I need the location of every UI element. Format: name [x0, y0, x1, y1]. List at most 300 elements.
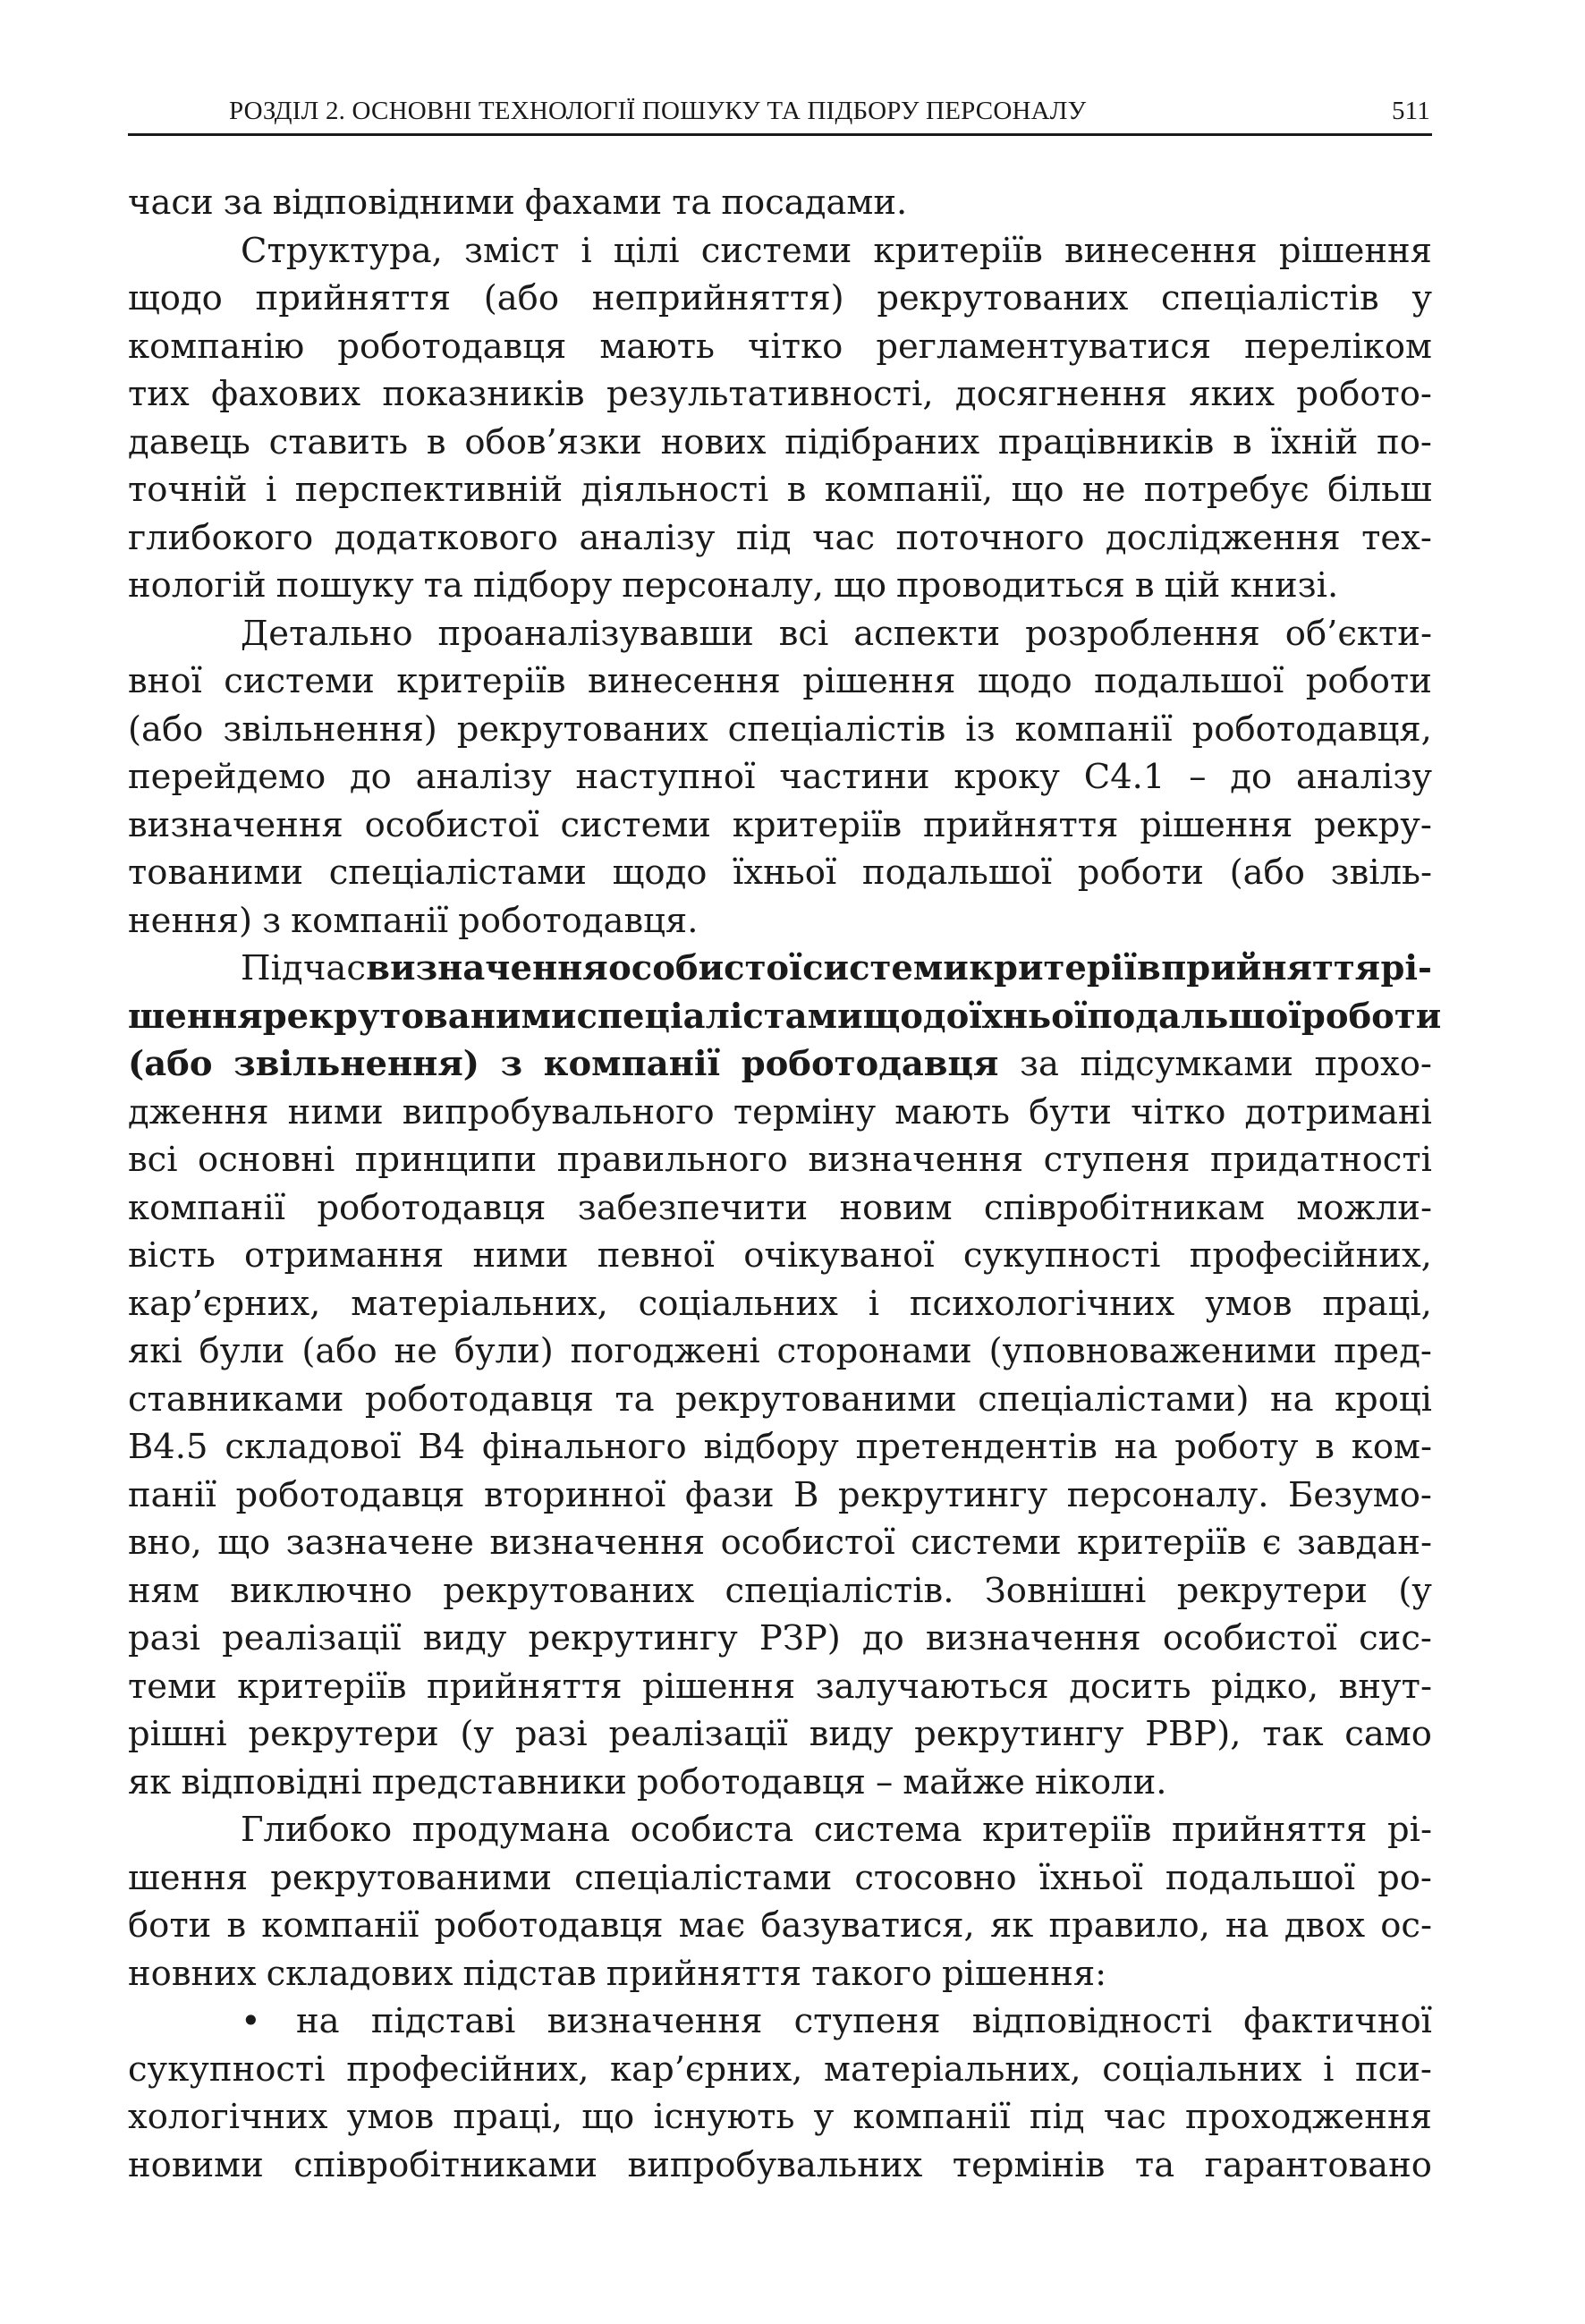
word: визначення	[547, 2001, 763, 2041]
word: бути	[1029, 1091, 1112, 1132]
word: рекрутованими	[675, 1378, 957, 1420]
word: компанії,	[824, 470, 994, 510]
word: посадами.	[721, 182, 908, 223]
word: по-	[1377, 421, 1432, 462]
text-line	[128, 227, 1432, 276]
word: рі-	[1380, 948, 1432, 988]
word: двох	[1284, 1905, 1366, 1946]
word: рідко,	[1211, 1666, 1319, 1707]
word: діяльності	[581, 470, 769, 510]
word: та	[423, 565, 463, 606]
word: роботодавця	[364, 1378, 594, 1420]
word: професійних,	[1189, 1235, 1432, 1276]
word: мають	[894, 1091, 1010, 1132]
text-line	[128, 706, 1432, 754]
word: подальшої	[1165, 1857, 1356, 1898]
word: визначення	[366, 948, 608, 988]
word: визначення	[808, 1140, 1024, 1180]
word: можли-	[1296, 1187, 1432, 1228]
word: підібраних	[784, 421, 980, 462]
word: які	[128, 1331, 182, 1371]
text-line	[128, 610, 1432, 658]
text-line	[128, 323, 1432, 371]
text-line	[128, 849, 1432, 897]
text-line	[128, 1232, 1432, 1280]
word: показників	[382, 374, 585, 414]
word: шення	[128, 1857, 249, 1898]
word: подальшої	[861, 852, 1053, 893]
text-line	[128, 514, 1432, 563]
word: в	[786, 470, 807, 510]
word: (або	[128, 1044, 213, 1084]
word: і	[265, 470, 277, 510]
word: панії	[128, 1474, 216, 1515]
word: претендентів	[855, 1427, 1098, 1467]
word: у	[1411, 278, 1432, 318]
word: само	[1344, 1714, 1432, 1754]
word: були)	[453, 1331, 554, 1371]
word: компанії	[261, 1905, 420, 1946]
word: в	[1134, 565, 1155, 606]
word: прийняття	[255, 278, 452, 318]
word: нових	[660, 421, 767, 462]
word: до	[349, 757, 392, 797]
word: під	[735, 517, 792, 558]
word: проаналізувавши	[437, 613, 754, 654]
bullet-text	[296, 1997, 1432, 2046]
word: за	[1020, 1044, 1059, 1084]
word: (або	[1229, 852, 1305, 893]
word: рекрутованими	[262, 996, 577, 1037]
word: новими	[128, 2144, 264, 2185]
word: –	[1189, 757, 1207, 797]
word: не	[1081, 470, 1126, 510]
word: визначення	[489, 1522, 706, 1563]
word: в	[1315, 1427, 1335, 1467]
word: додаткового	[334, 517, 558, 558]
text-line	[128, 945, 1432, 993]
word: роботу	[1174, 1427, 1299, 1467]
word: час	[812, 517, 876, 558]
word: базуватися,	[760, 1905, 975, 1946]
word: результативності,	[606, 374, 934, 414]
word: пси-	[1355, 2048, 1432, 2090]
word: матеріальних,	[824, 2048, 1081, 2090]
text-line	[128, 1854, 1432, 1903]
text-line	[128, 1280, 1432, 1328]
word: правило,	[1048, 1905, 1210, 1946]
word: системи	[802, 948, 969, 988]
word: рекрутованих	[877, 278, 1129, 318]
word: час	[1103, 2097, 1166, 2137]
word: складової	[225, 1427, 402, 1467]
word: РВР),	[1145, 1714, 1242, 1754]
text-line	[128, 1184, 1432, 1233]
word: співробітниками	[293, 2144, 598, 2185]
word: працівників	[997, 421, 1215, 462]
word: аналізу	[1296, 757, 1432, 797]
word: Зовнішні	[984, 1570, 1147, 1611]
word: системи	[700, 230, 852, 271]
word: їхній	[1270, 421, 1359, 462]
word: представники	[371, 1761, 627, 1802]
word: рішення	[802, 661, 956, 701]
word: забезпечити	[577, 1187, 809, 1228]
word: що	[217, 1522, 271, 1563]
word: відбору	[703, 1427, 839, 1467]
word: очікуваної	[743, 1235, 935, 1276]
word: (або	[301, 1331, 377, 1371]
word: їхньої	[1038, 1857, 1143, 1898]
word: звільнення)	[223, 708, 437, 750]
text-line	[128, 1136, 1432, 1184]
word: з	[500, 1044, 523, 1084]
word: ними	[472, 1235, 569, 1276]
word: точній	[128, 470, 248, 510]
word: визначення	[128, 804, 343, 845]
word: спеціалістів	[727, 708, 946, 750]
word: компанії	[128, 1187, 286, 1228]
word: пред-	[1334, 1331, 1432, 1371]
word: ос-	[1380, 1905, 1432, 1946]
word: та	[1134, 2144, 1175, 2185]
word: зазначене	[285, 1522, 474, 1563]
text-line	[128, 562, 1432, 610]
word: особистої	[720, 1522, 895, 1563]
word: проводиться	[896, 565, 1125, 606]
header-rule	[128, 133, 1432, 136]
word: випробувальних	[627, 2144, 923, 2185]
word: глибокого	[128, 517, 314, 558]
word: відповідності	[971, 2001, 1213, 2041]
text-line	[128, 1327, 1432, 1376]
word: ставниками	[128, 1378, 344, 1420]
word: в	[426, 421, 446, 462]
word: що	[581, 2097, 635, 2137]
word: наступної	[575, 757, 756, 797]
word: ро-	[1377, 1857, 1432, 1898]
text-line	[128, 1567, 1432, 1616]
word: майже	[903, 1761, 1025, 1802]
text-line	[128, 1902, 1432, 1950]
word: продумана	[411, 1810, 611, 1850]
text-line	[128, 2093, 1432, 2142]
word: цілі	[613, 230, 680, 271]
word: винесення	[588, 661, 781, 701]
word: Детально	[241, 613, 413, 654]
word: Структура,	[241, 230, 443, 271]
word: рекрутери	[248, 1714, 439, 1754]
word: дотримані	[1244, 1091, 1432, 1132]
word: (уповноваженими	[988, 1331, 1318, 1371]
word: особистої	[1162, 1618, 1337, 1658]
word: проходження	[1185, 2097, 1432, 2137]
word: так	[1262, 1714, 1324, 1754]
text-line	[128, 1089, 1432, 1137]
word: визначення	[925, 1618, 1141, 1658]
word: сторонами	[776, 1331, 972, 1371]
word: компанії	[1014, 708, 1173, 750]
word: існують	[653, 2097, 795, 2137]
word: щодо	[128, 278, 223, 318]
word: рекрутингу	[528, 1618, 738, 1658]
word: ком-	[1351, 1427, 1432, 1467]
word: (або	[483, 278, 560, 318]
text-line	[128, 897, 1432, 946]
word: основні	[198, 1140, 335, 1180]
word: тих	[128, 374, 190, 414]
word: роботи	[1077, 852, 1204, 893]
word: терміну	[733, 1091, 877, 1132]
word: рекрутованих	[443, 1570, 695, 1611]
text-line	[128, 1997, 1432, 2046]
word: (у	[1398, 1570, 1432, 1611]
word: тованими	[128, 852, 304, 893]
text-line	[128, 275, 1432, 323]
word: роботодавця	[741, 1044, 999, 1084]
word: критеріїв	[982, 1810, 1152, 1850]
word: перейдемо	[128, 757, 326, 797]
word: реалізації	[222, 1618, 402, 1658]
word: роботодавця	[337, 326, 567, 367]
word: ступеня	[793, 2001, 941, 2041]
word: залучаються	[815, 1666, 1049, 1707]
word: прийняття	[606, 1953, 802, 1994]
word: ступеня	[1043, 1140, 1191, 1180]
word: всі	[778, 613, 829, 654]
word: такого	[811, 1953, 933, 1994]
word: роботи	[1305, 661, 1432, 701]
word: фінального	[481, 1427, 687, 1467]
word: і	[1323, 2048, 1335, 2090]
text-line	[128, 1950, 1432, 1998]
word: рішення:	[942, 1953, 1107, 1994]
text-line	[128, 2142, 1432, 2190]
text-line	[128, 1519, 1432, 1567]
word: чітко	[1131, 1091, 1226, 1132]
word: зміст	[464, 230, 560, 271]
word: регламентуватися	[876, 326, 1212, 367]
word: особистої	[364, 804, 539, 845]
word: рішення	[641, 1666, 796, 1707]
word: як	[989, 1905, 1034, 1946]
word: підстав	[462, 1953, 597, 1994]
text-line	[128, 1710, 1432, 1759]
word: сукупності	[128, 2048, 326, 2090]
word: спеціалістів.	[725, 1570, 954, 1611]
word: під	[1029, 2097, 1085, 2137]
text-line	[128, 1663, 1432, 1711]
word: Під	[241, 948, 303, 988]
word: час	[302, 948, 366, 988]
word: звільнення)	[233, 1044, 479, 1084]
word: давець	[128, 421, 250, 462]
word: вість	[128, 1235, 216, 1276]
word: їхньої	[969, 996, 1088, 1037]
word: фактичної	[1243, 2001, 1432, 2041]
word: їхньої	[733, 852, 837, 893]
word: потребує	[1143, 470, 1310, 510]
word: та	[672, 182, 712, 223]
word: з	[262, 900, 282, 941]
body-text	[128, 179, 1442, 2189]
word: отримання	[244, 1235, 445, 1276]
word: компанії	[852, 2097, 1011, 2137]
word: системи	[911, 1522, 1062, 1563]
word: має	[678, 1905, 746, 1946]
word: система	[813, 1810, 962, 1850]
word: завдан-	[1297, 1522, 1432, 1563]
word: спеціалістами	[328, 852, 587, 893]
word: теми	[128, 1666, 217, 1707]
word: не	[394, 1331, 437, 1371]
text-line	[128, 419, 1432, 467]
word: В4.5	[128, 1427, 208, 1467]
word: шення	[128, 996, 263, 1037]
word: нення)	[128, 900, 253, 941]
word: (або	[128, 708, 204, 750]
word: всі	[128, 1140, 178, 1180]
word: критеріїв	[969, 948, 1161, 988]
word: разі	[514, 1714, 588, 1754]
word: і	[868, 1283, 880, 1324]
word: фахових	[211, 374, 361, 414]
word: і	[581, 230, 592, 271]
word: нологій	[128, 565, 267, 606]
word: кроку	[954, 757, 1060, 797]
word: аналізу	[415, 757, 552, 797]
text-line	[128, 1376, 1432, 1424]
word: в	[226, 1905, 247, 1946]
word: є	[1261, 1522, 1282, 1563]
text-line	[128, 466, 1432, 514]
word: більш	[1327, 470, 1432, 510]
word: дослідження	[1105, 517, 1341, 558]
word: праці,	[1322, 1283, 1432, 1324]
word: досить	[1069, 1666, 1191, 1707]
word: прийняття	[1172, 1810, 1368, 1850]
word: прийняття	[922, 804, 1119, 845]
word: часи	[128, 182, 214, 223]
word: щодо	[862, 996, 970, 1037]
word: рішення	[1140, 804, 1293, 845]
word: компанії	[291, 900, 449, 941]
word: та	[615, 1378, 655, 1420]
word: ставить	[268, 421, 409, 462]
word: були	[199, 1331, 285, 1371]
word: роботодавця	[636, 1761, 866, 1802]
word: за	[223, 182, 263, 223]
word: до	[1230, 757, 1273, 797]
word: погоджені	[570, 1331, 760, 1371]
word: певної	[597, 1235, 715, 1276]
word: спеціалістами	[574, 1857, 833, 1898]
word: В4	[418, 1427, 466, 1467]
word: робото-	[1296, 374, 1432, 414]
chapter-title: РОЗДІЛ 2. ОСНОВНІ ТЕХНОЛОГІЇ ПОШУКУ ТА ПІДБОРУ ПЕРСОНАЛУ	[229, 97, 1087, 125]
word: підставі	[370, 2001, 516, 2041]
word: досягнення	[954, 374, 1167, 414]
word: персоналу,	[622, 565, 825, 606]
word: рекрутованих	[456, 708, 708, 750]
text-line	[128, 1423, 1432, 1472]
word: подальшої	[1094, 661, 1284, 701]
word: на	[296, 2001, 340, 2041]
word: в	[1233, 421, 1252, 462]
word: разі	[128, 1618, 200, 1658]
word: об’єкти-	[1284, 613, 1432, 654]
word: критеріїв	[396, 661, 566, 701]
word: умов	[1205, 1283, 1293, 1324]
word: гарантовано	[1204, 2144, 1432, 2185]
word: підбору	[472, 565, 613, 606]
word: роботодавця	[317, 1187, 547, 1228]
word: кар’єрних,	[128, 1283, 321, 1324]
text-line	[128, 1759, 1432, 1807]
word: перспективній	[294, 470, 564, 510]
word: частини	[779, 757, 930, 797]
word: співробітникам	[983, 1187, 1266, 1228]
word: сукупності	[962, 1235, 1161, 1276]
text-line	[128, 2046, 1432, 2094]
word: умов	[346, 2097, 435, 2137]
word: на	[1114, 1427, 1158, 1467]
word: подальшої	[1087, 996, 1301, 1037]
word: В	[793, 1474, 819, 1515]
word: РЗР)	[759, 1618, 841, 1658]
text-line	[128, 179, 1432, 227]
word: обов’язки	[464, 421, 642, 462]
word: рекрутери	[1176, 1570, 1368, 1611]
word: хологічних	[128, 2097, 328, 2137]
word: –	[875, 1761, 894, 1802]
word: щодо	[977, 661, 1072, 701]
word: особистої	[608, 948, 802, 988]
text-line	[128, 1472, 1432, 1520]
word: вторинної	[484, 1474, 666, 1515]
text-line	[128, 993, 1442, 1041]
word: праці,	[453, 2097, 563, 2137]
word: роботи	[1301, 996, 1442, 1037]
word: принципи	[354, 1140, 538, 1180]
word: фахами	[524, 182, 663, 223]
text-line	[128, 802, 1432, 850]
word: мають	[599, 326, 716, 367]
word: на	[1269, 1378, 1314, 1420]
text-line	[128, 370, 1432, 419]
word: аналізу	[579, 517, 716, 558]
word: переліком	[1244, 326, 1432, 367]
bullet-icon: •	[241, 2001, 261, 2041]
word: С4.1	[1083, 757, 1165, 797]
word: рекрутингу	[914, 1714, 1124, 1754]
word: соціальних	[1102, 2048, 1302, 2090]
word: компанії	[543, 1044, 721, 1084]
word: психологічних	[909, 1283, 1175, 1324]
page-number: 511	[1391, 97, 1430, 125]
word: персоналу.	[1066, 1474, 1269, 1515]
word: рекру-	[1314, 804, 1432, 845]
text-line	[128, 657, 1432, 706]
word: рекрутованими	[270, 1857, 553, 1898]
word: боти	[128, 1905, 212, 1946]
word: тех-	[1361, 517, 1432, 558]
word: поточного	[895, 517, 1085, 558]
word: фази	[684, 1474, 775, 1515]
word: спеціалістами	[576, 996, 863, 1037]
word: прийняття	[427, 1666, 623, 1707]
word: вно,	[128, 1522, 202, 1563]
